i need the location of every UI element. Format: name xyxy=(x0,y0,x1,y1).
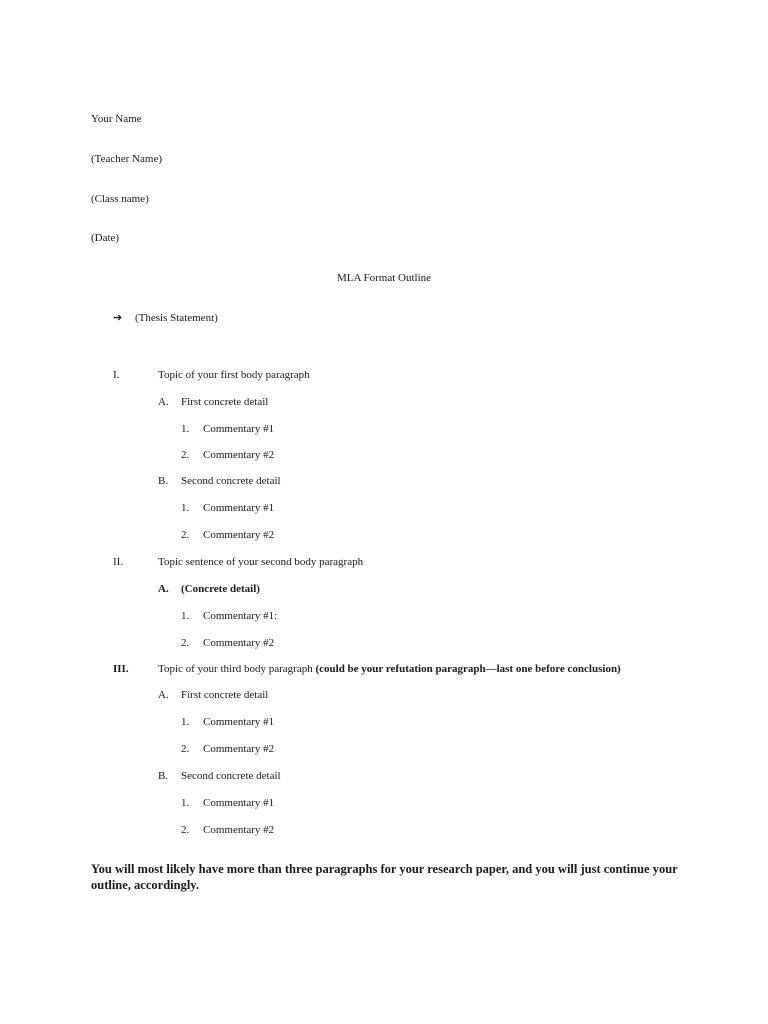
arrow-bullet-icon: ➔ xyxy=(113,312,123,324)
section-1-topic: Topic of your first body paragraph xyxy=(158,369,310,381)
commentary-3b-1: Commentary #1 xyxy=(203,797,275,809)
commentary-3a-2: Commentary #2 xyxy=(203,743,275,755)
marker-3a: A. xyxy=(158,689,169,701)
detail-2a: (Concrete detail) xyxy=(181,583,260,595)
commentary-2a-1: Commentary #1: xyxy=(203,610,278,622)
commentary-3b-2: Commentary #2 xyxy=(203,824,275,836)
marker-3b-2: 2. xyxy=(181,824,190,836)
commentary-3a-1: Commentary #1 xyxy=(203,716,275,728)
detail-3a: First concrete detail xyxy=(181,689,269,701)
commentary-1b-1: Commentary #1 xyxy=(203,502,275,514)
closing-note: You will most likely have more than three paragraphs for your research paper, and you will just continue your outline, accordingly. xyxy=(91,862,678,892)
roman-numeral-1: I. xyxy=(113,369,120,381)
roman-numeral-2: II. xyxy=(113,556,124,568)
marker-1b-1: 1. xyxy=(181,502,190,514)
marker-1a: A. xyxy=(158,396,169,408)
marker-3b-1: 1. xyxy=(181,797,190,809)
section-3-topic-note: (could be your refutation paragraph—last one before conclusion) xyxy=(315,663,621,675)
section-2-topic: Topic sentence of your second body paragraph xyxy=(158,556,364,568)
marker-1b: B. xyxy=(158,475,169,487)
marker-1a-1: 1. xyxy=(181,423,190,435)
commentary-2a-2: Commentary #2 xyxy=(203,637,275,649)
marker-2a-2: 2. xyxy=(181,637,190,649)
detail-3b: Second concrete detail xyxy=(181,770,281,782)
date: (Date) xyxy=(91,232,120,244)
marker-3a-2: 2. xyxy=(181,743,190,755)
roman-numeral-3: III. xyxy=(113,663,129,675)
commentary-1b-2: Commentary #2 xyxy=(203,529,275,541)
page-title: MLA Format Outline xyxy=(336,272,432,284)
teacher-name: (Teacher Name) xyxy=(91,153,162,165)
marker-3b: B. xyxy=(158,770,169,782)
marker-2a-1: 1. xyxy=(181,610,190,622)
marker-1b-2: 2. xyxy=(181,529,190,541)
commentary-1a-1: Commentary #1 xyxy=(203,423,275,435)
detail-1b: Second concrete detail xyxy=(181,475,281,487)
marker-3a-1: 1. xyxy=(181,716,190,728)
marker-1a-2: 2. xyxy=(181,449,190,461)
detail-1a: First concrete detail xyxy=(181,396,269,408)
commentary-1a-2: Commentary #2 xyxy=(203,449,275,461)
section-3-topic-text: Topic of your third body paragraph xyxy=(158,663,316,675)
section-3-topic xyxy=(158,662,621,676)
student-name: Your Name xyxy=(91,113,142,125)
marker-2a: A. xyxy=(158,583,169,595)
thesis-statement: (Thesis Statement) xyxy=(135,312,218,324)
class-name: (Class name) xyxy=(91,193,149,205)
